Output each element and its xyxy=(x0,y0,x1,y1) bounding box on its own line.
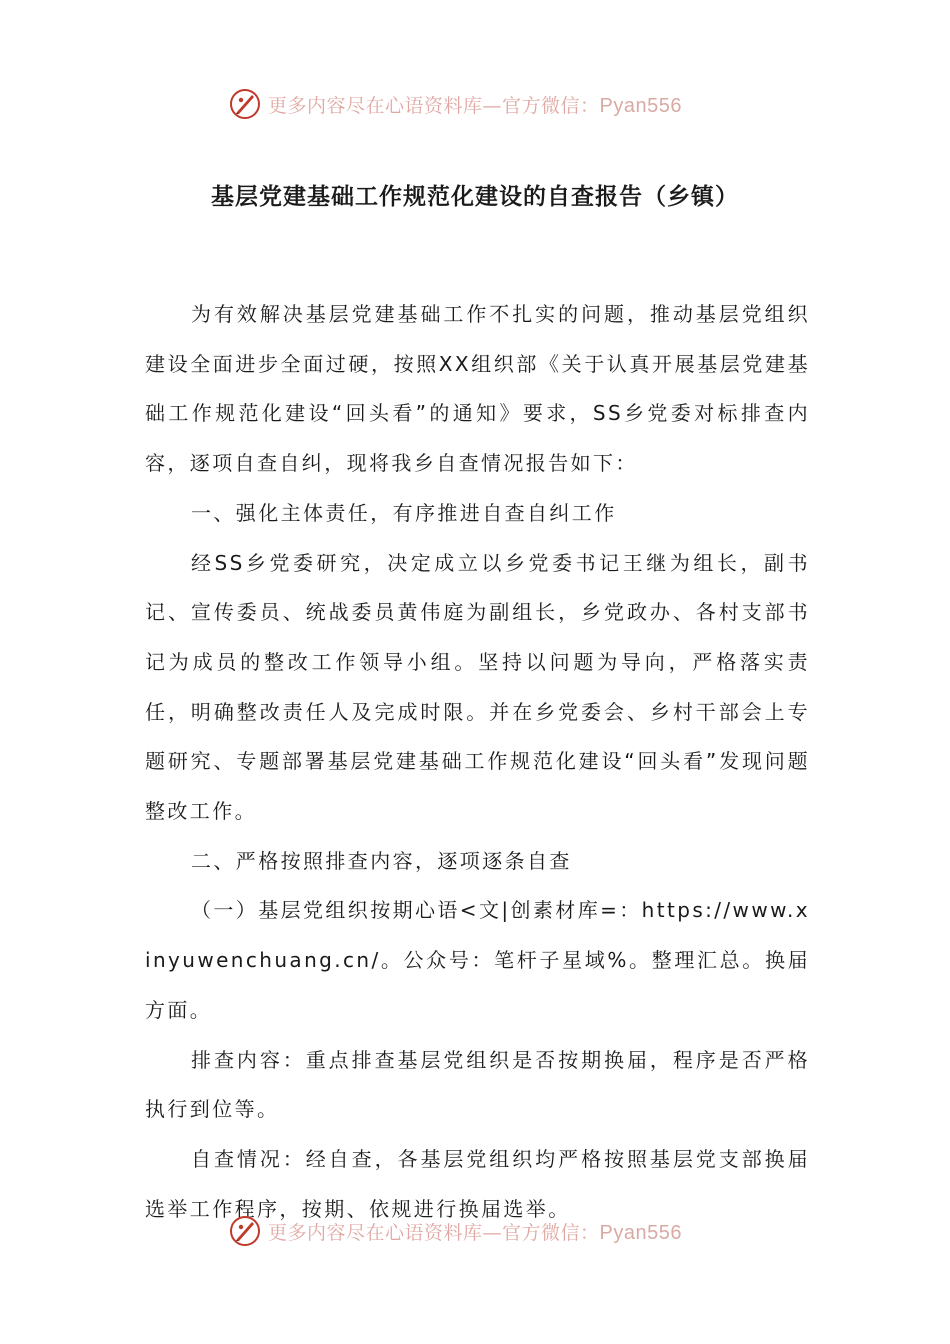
footer-banner-wechat: Pyan556 xyxy=(599,1221,682,1244)
subsection-heading-1: （一）基层党组织按期心语<文|创素材库=：https://www.xinyuwenchuang.cn/。公众号：笔杆子星域%。整理汇总。换届方面。 xyxy=(145,898,810,1022)
document-title: 基层党建基础工作规范化建设的自查报告（乡镇） xyxy=(211,184,739,210)
footer-banner-label: 更多内容尽在心语资料库—官方微信： xyxy=(268,1221,600,1244)
section-heading-2: 二、严格按照排查内容，逐项逐条自查 xyxy=(191,848,572,873)
document-body xyxy=(145,290,810,1234)
quill-logo-icon xyxy=(228,87,262,121)
header-banner-wechat: Pyan556 xyxy=(599,94,682,117)
quill-logo-icon xyxy=(228,1214,262,1248)
paragraph-check-content: 排查内容：重点排查基层党组织是否按期换届，程序是否严格执行到位等。 xyxy=(145,1047,810,1122)
header-banner-label: 更多内容尽在心语资料库—官方微信： xyxy=(268,94,600,117)
footer-banner xyxy=(228,1211,748,1251)
header-banner-text xyxy=(268,91,682,118)
paragraph-leadership-group: 经SS乡党委研究，决定成立以乡党委书记王继为组长，副书记、宣传委员、统战委员黄伟庭为副组长，乡党政办、各村支部书记为成员的整改工作领导小组。坚持以问题为导向，严格落实责任，明确整改责任人及完成时限。并在乡党委会、乡村干部会上专题研究、专题部署基层党建基础工作规范化建设“回头看”发现问题整改工作。 xyxy=(145,550,810,824)
section-heading-1: 一、强化主体责任，有序推进自查自纠工作 xyxy=(191,500,617,525)
footer-banner-text xyxy=(268,1218,682,1245)
paragraph-check-result: 自查情况：经自查，各基层党组织均严格按照基层党支部换届选举工作程序，按期、依规进行换届选举。 xyxy=(145,1146,810,1221)
paragraph-intro: 为有效解决基层党建基础工作不扎实的问题，推动基层党组织建设全面进步全面过硬，按照XX组织部《关于认真开展基层党建基础工作规范化建设“回头看”的通知》要求，SS乡党委对标排查内容，逐项自查自纠，现将我乡自查情况报告如下： xyxy=(145,302,810,476)
header-banner xyxy=(228,84,748,124)
